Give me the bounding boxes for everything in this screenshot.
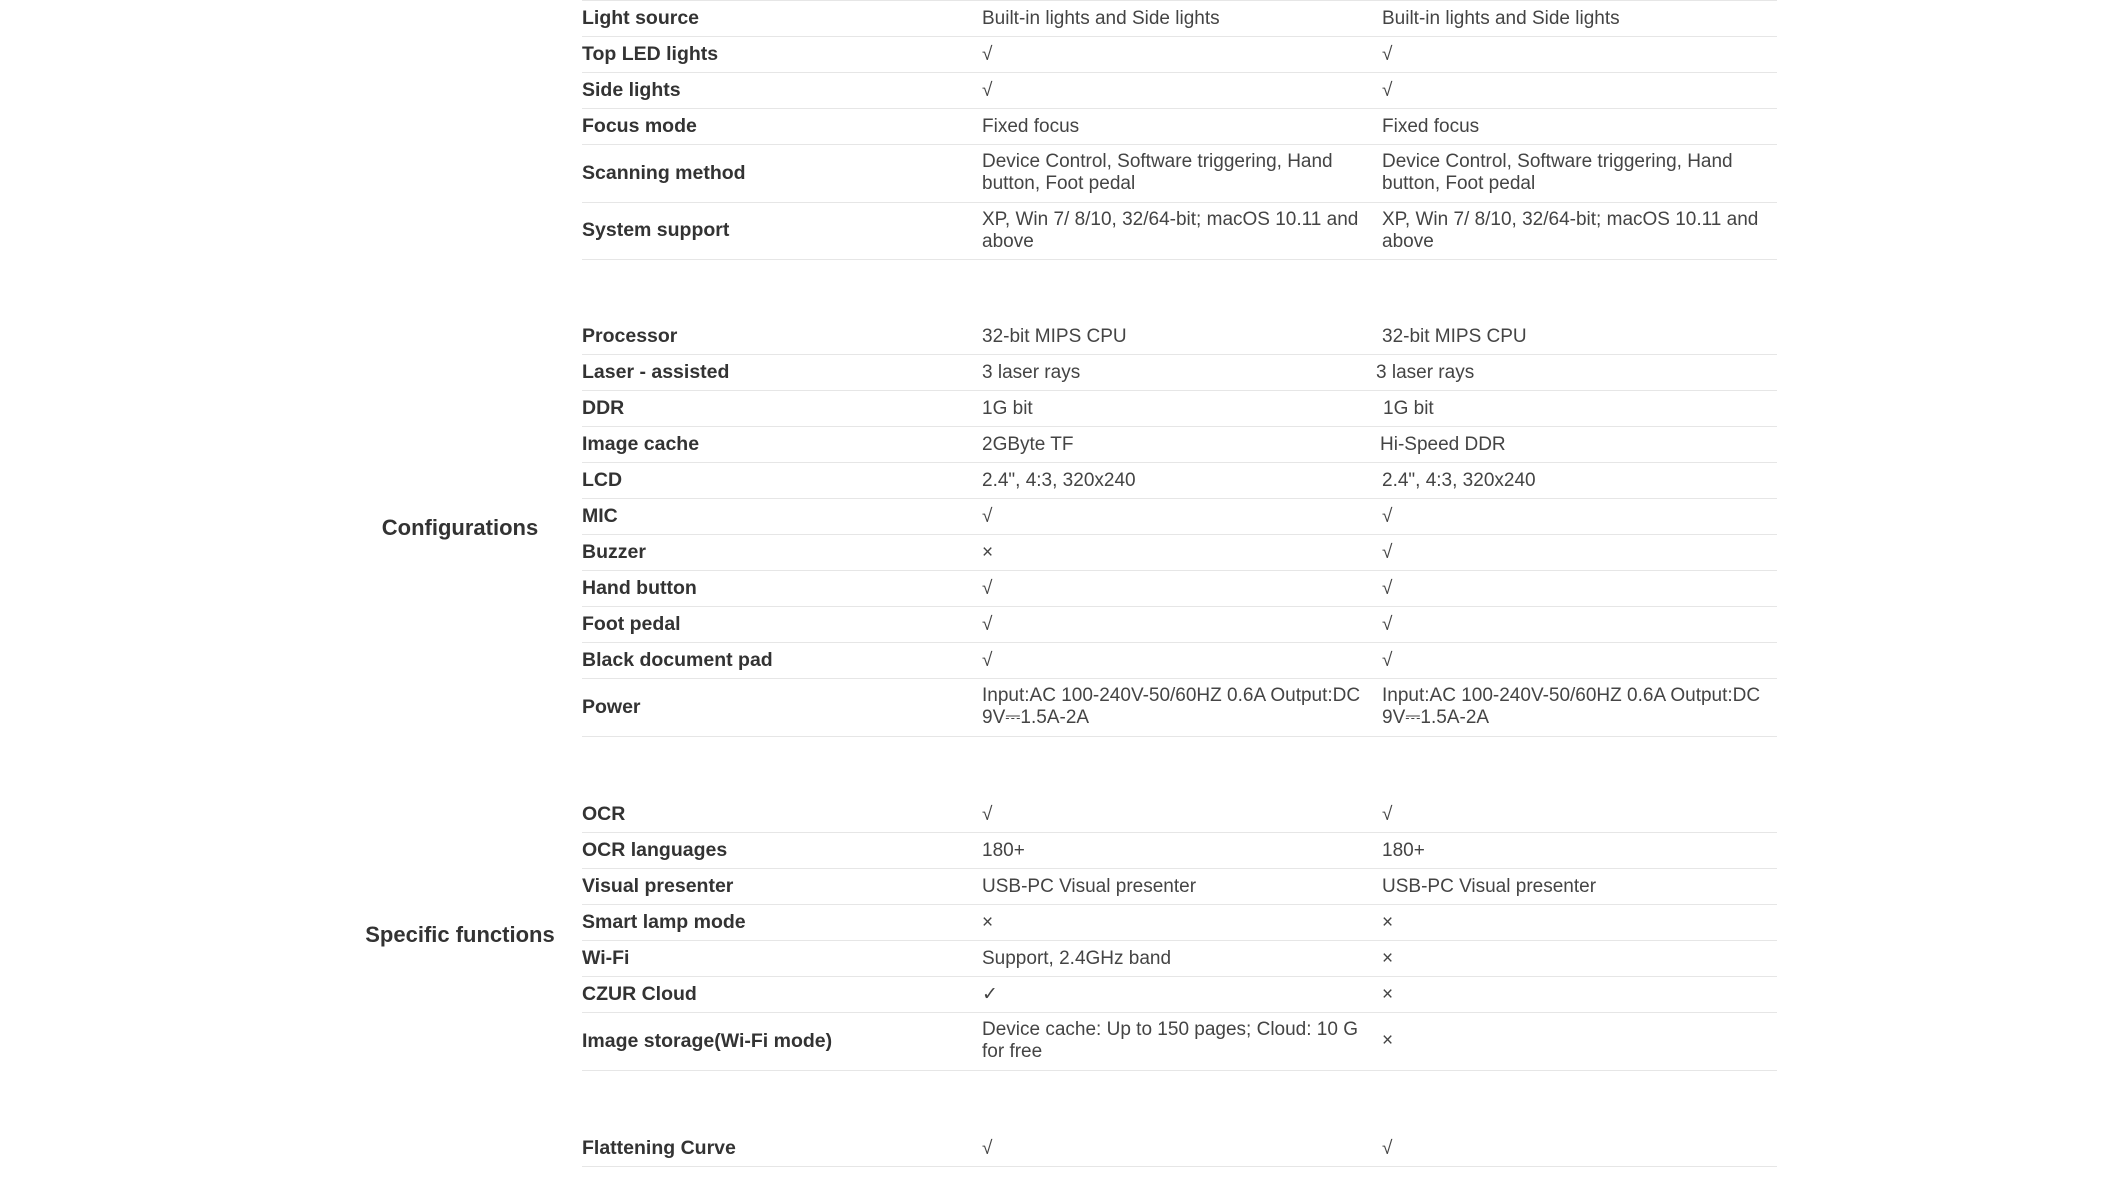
spec-value-model-1: Built-in lights and Side lights	[982, 7, 1220, 29]
spec-value-model-1: 1G bit	[982, 397, 1033, 419]
table-row	[582, 977, 1777, 1013]
spec-table-other	[582, 1131, 1777, 1167]
spec-value-model-2: 1G bit	[1383, 397, 1434, 419]
spec-name: Top LED lights	[582, 43, 719, 65]
section-title: Configurations	[381, 515, 539, 540]
table-row	[582, 797, 1777, 833]
spec-value-model-2: √	[1382, 79, 1393, 101]
spec-name: DDR	[582, 397, 625, 419]
spec-value-model-2: 180+	[1382, 839, 1425, 861]
table-row	[582, 607, 1777, 643]
table-row	[582, 941, 1777, 977]
table-row	[582, 109, 1777, 145]
spec-value-model-2: √	[1382, 43, 1393, 65]
table-row	[582, 643, 1777, 679]
spec-value-model-2: Hi-Speed DDR	[1380, 433, 1506, 455]
table-row	[582, 463, 1777, 499]
spec-table-configurations	[582, 319, 1777, 737]
spec-value-model-1: 180+	[982, 839, 1025, 861]
table-row	[582, 905, 1777, 941]
table-row	[582, 833, 1777, 869]
spec-value-model-2: 3 laser rays	[1376, 361, 1475, 383]
table-row	[582, 679, 1777, 737]
spec-value-model-1: √	[982, 43, 993, 65]
spec-value-model-2: Built-in lights and Side lights	[1382, 7, 1620, 29]
table-row	[582, 427, 1777, 463]
table-row	[582, 203, 1777, 261]
spec-value-model-2: ×	[1382, 1030, 1394, 1052]
spec-value-model-2: 32-bit MIPS CPU	[1382, 325, 1527, 347]
spec-value-model-2: √	[1382, 649, 1393, 671]
spec-value-model-1: Device cache: Up to 150 pages; Cloud: 10 G for free	[982, 1019, 1359, 1063]
spec-name: Scanning method	[582, 161, 746, 184]
spec-value-model-2: √	[1382, 541, 1393, 563]
spec-name: Hand button	[582, 577, 697, 599]
spec-value-model-1: √	[982, 505, 993, 527]
spec-value-model-1: √	[982, 613, 993, 635]
spec-value-model-2: XP, Win 7/ 8/10, 32/64-bit; macOS 10.11 and above	[1382, 208, 1759, 252]
spec-value-model-2: √	[1382, 577, 1393, 599]
spec-value-model-2: √	[1382, 505, 1393, 527]
spec-value-model-1: XP, Win 7/ 8/10, 32/64-bit; macOS 10.11 and above	[982, 208, 1359, 252]
spec-name: Light source	[582, 7, 700, 29]
spec-name: LCD	[582, 469, 623, 491]
table-row	[582, 1131, 1777, 1167]
spec-name: Image storage(Wi-Fi mode)	[582, 1029, 833, 1052]
spec-name: Visual presenter	[582, 875, 734, 897]
spec-value-model-1: √	[982, 1137, 993, 1159]
spec-name: Power	[582, 695, 641, 718]
spec-name: Buzzer	[582, 541, 646, 563]
spec-value-model-2: Fixed focus	[1382, 115, 1480, 137]
spec-value-model-1: √	[982, 803, 993, 825]
spec-value-model-2: √	[1382, 803, 1393, 825]
spec-value-model-1: Fixed focus	[982, 115, 1080, 137]
spec-table-general	[582, 0, 1777, 260]
spec-name: Processor	[582, 325, 678, 347]
table-row	[582, 869, 1777, 905]
spec-name: Smart lamp mode	[582, 911, 746, 933]
spec-value-model-2: ×	[1382, 983, 1394, 1005]
table-row	[582, 319, 1777, 355]
spec-name: System support	[582, 219, 730, 242]
spec-name: OCR languages	[582, 839, 728, 861]
table-row	[582, 391, 1777, 427]
spec-value-model-1: √	[982, 577, 993, 599]
table-row	[582, 1013, 1777, 1071]
spec-name: Focus mode	[582, 115, 697, 137]
table-row	[582, 571, 1777, 607]
spec-name: OCR	[582, 803, 626, 825]
spec-name: Image cache	[582, 433, 700, 455]
spec-value-model-2: Device Control, Software triggering, Hand button, Foot pedal	[1382, 151, 1733, 195]
table-row	[582, 1, 1777, 37]
spec-value-model-1: 32-bit MIPS CPU	[982, 325, 1127, 347]
spec-name: Wi-Fi	[582, 947, 630, 969]
spec-value-model-1: USB-PC Visual presenter	[982, 875, 1197, 897]
spec-name: Foot pedal	[582, 613, 681, 635]
spec-value-model-1: √	[982, 79, 993, 101]
spec-value-model-1: ✓	[982, 983, 998, 1005]
spec-name: MIC	[582, 505, 618, 527]
spec-value-model-2: 2.4", 4:3, 320x240	[1382, 469, 1536, 491]
table-row	[582, 499, 1777, 535]
spec-value-model-1: 2GByte TF	[982, 433, 1074, 455]
spec-name: Flattening Curve	[582, 1137, 736, 1159]
section-title: Specific functions	[365, 922, 555, 947]
spec-value-model-2: ×	[1382, 911, 1394, 933]
spec-value-model-2: ×	[1382, 947, 1394, 969]
spec-name: Side lights	[582, 79, 681, 101]
spec-name: Laser - assisted	[582, 361, 730, 383]
spec-table-specific-functions	[582, 797, 1777, 1071]
table-row	[582, 73, 1777, 109]
table-row	[582, 37, 1777, 73]
spec-value-model-1: 3 laser rays	[982, 361, 1081, 383]
table-row	[582, 145, 1777, 203]
spec-name: CZUR Cloud	[582, 983, 697, 1005]
spec-value-model-1: Support, 2.4GHz band	[982, 947, 1172, 969]
spec-value-model-2: USB-PC Visual presenter	[1382, 875, 1597, 897]
spec-value-model-2: Input:AC 100-240V-50/60HZ 0.6A Output:DC 9V⎓1.5A-2A	[1382, 685, 1761, 729]
spec-value-model-1: ×	[982, 911, 994, 933]
table-row	[582, 535, 1777, 571]
spec-value-model-1: Input:AC 100-240V-50/60HZ 0.6A Output:DC 9V⎓1.5A-2A	[982, 685, 1361, 729]
spec-value-model-1: 2.4", 4:3, 320x240	[982, 469, 1136, 491]
spec-value-model-1: √	[982, 649, 993, 671]
spec-value-model-2: √	[1382, 1137, 1393, 1159]
spec-value-model-2: √	[1382, 613, 1393, 635]
spec-value-model-1: ×	[982, 541, 994, 563]
spec-value-model-1: Device Control, Software triggering, Hand button, Foot pedal	[982, 151, 1333, 195]
table-row	[582, 355, 1777, 391]
spec-name: Black document pad	[582, 649, 773, 671]
